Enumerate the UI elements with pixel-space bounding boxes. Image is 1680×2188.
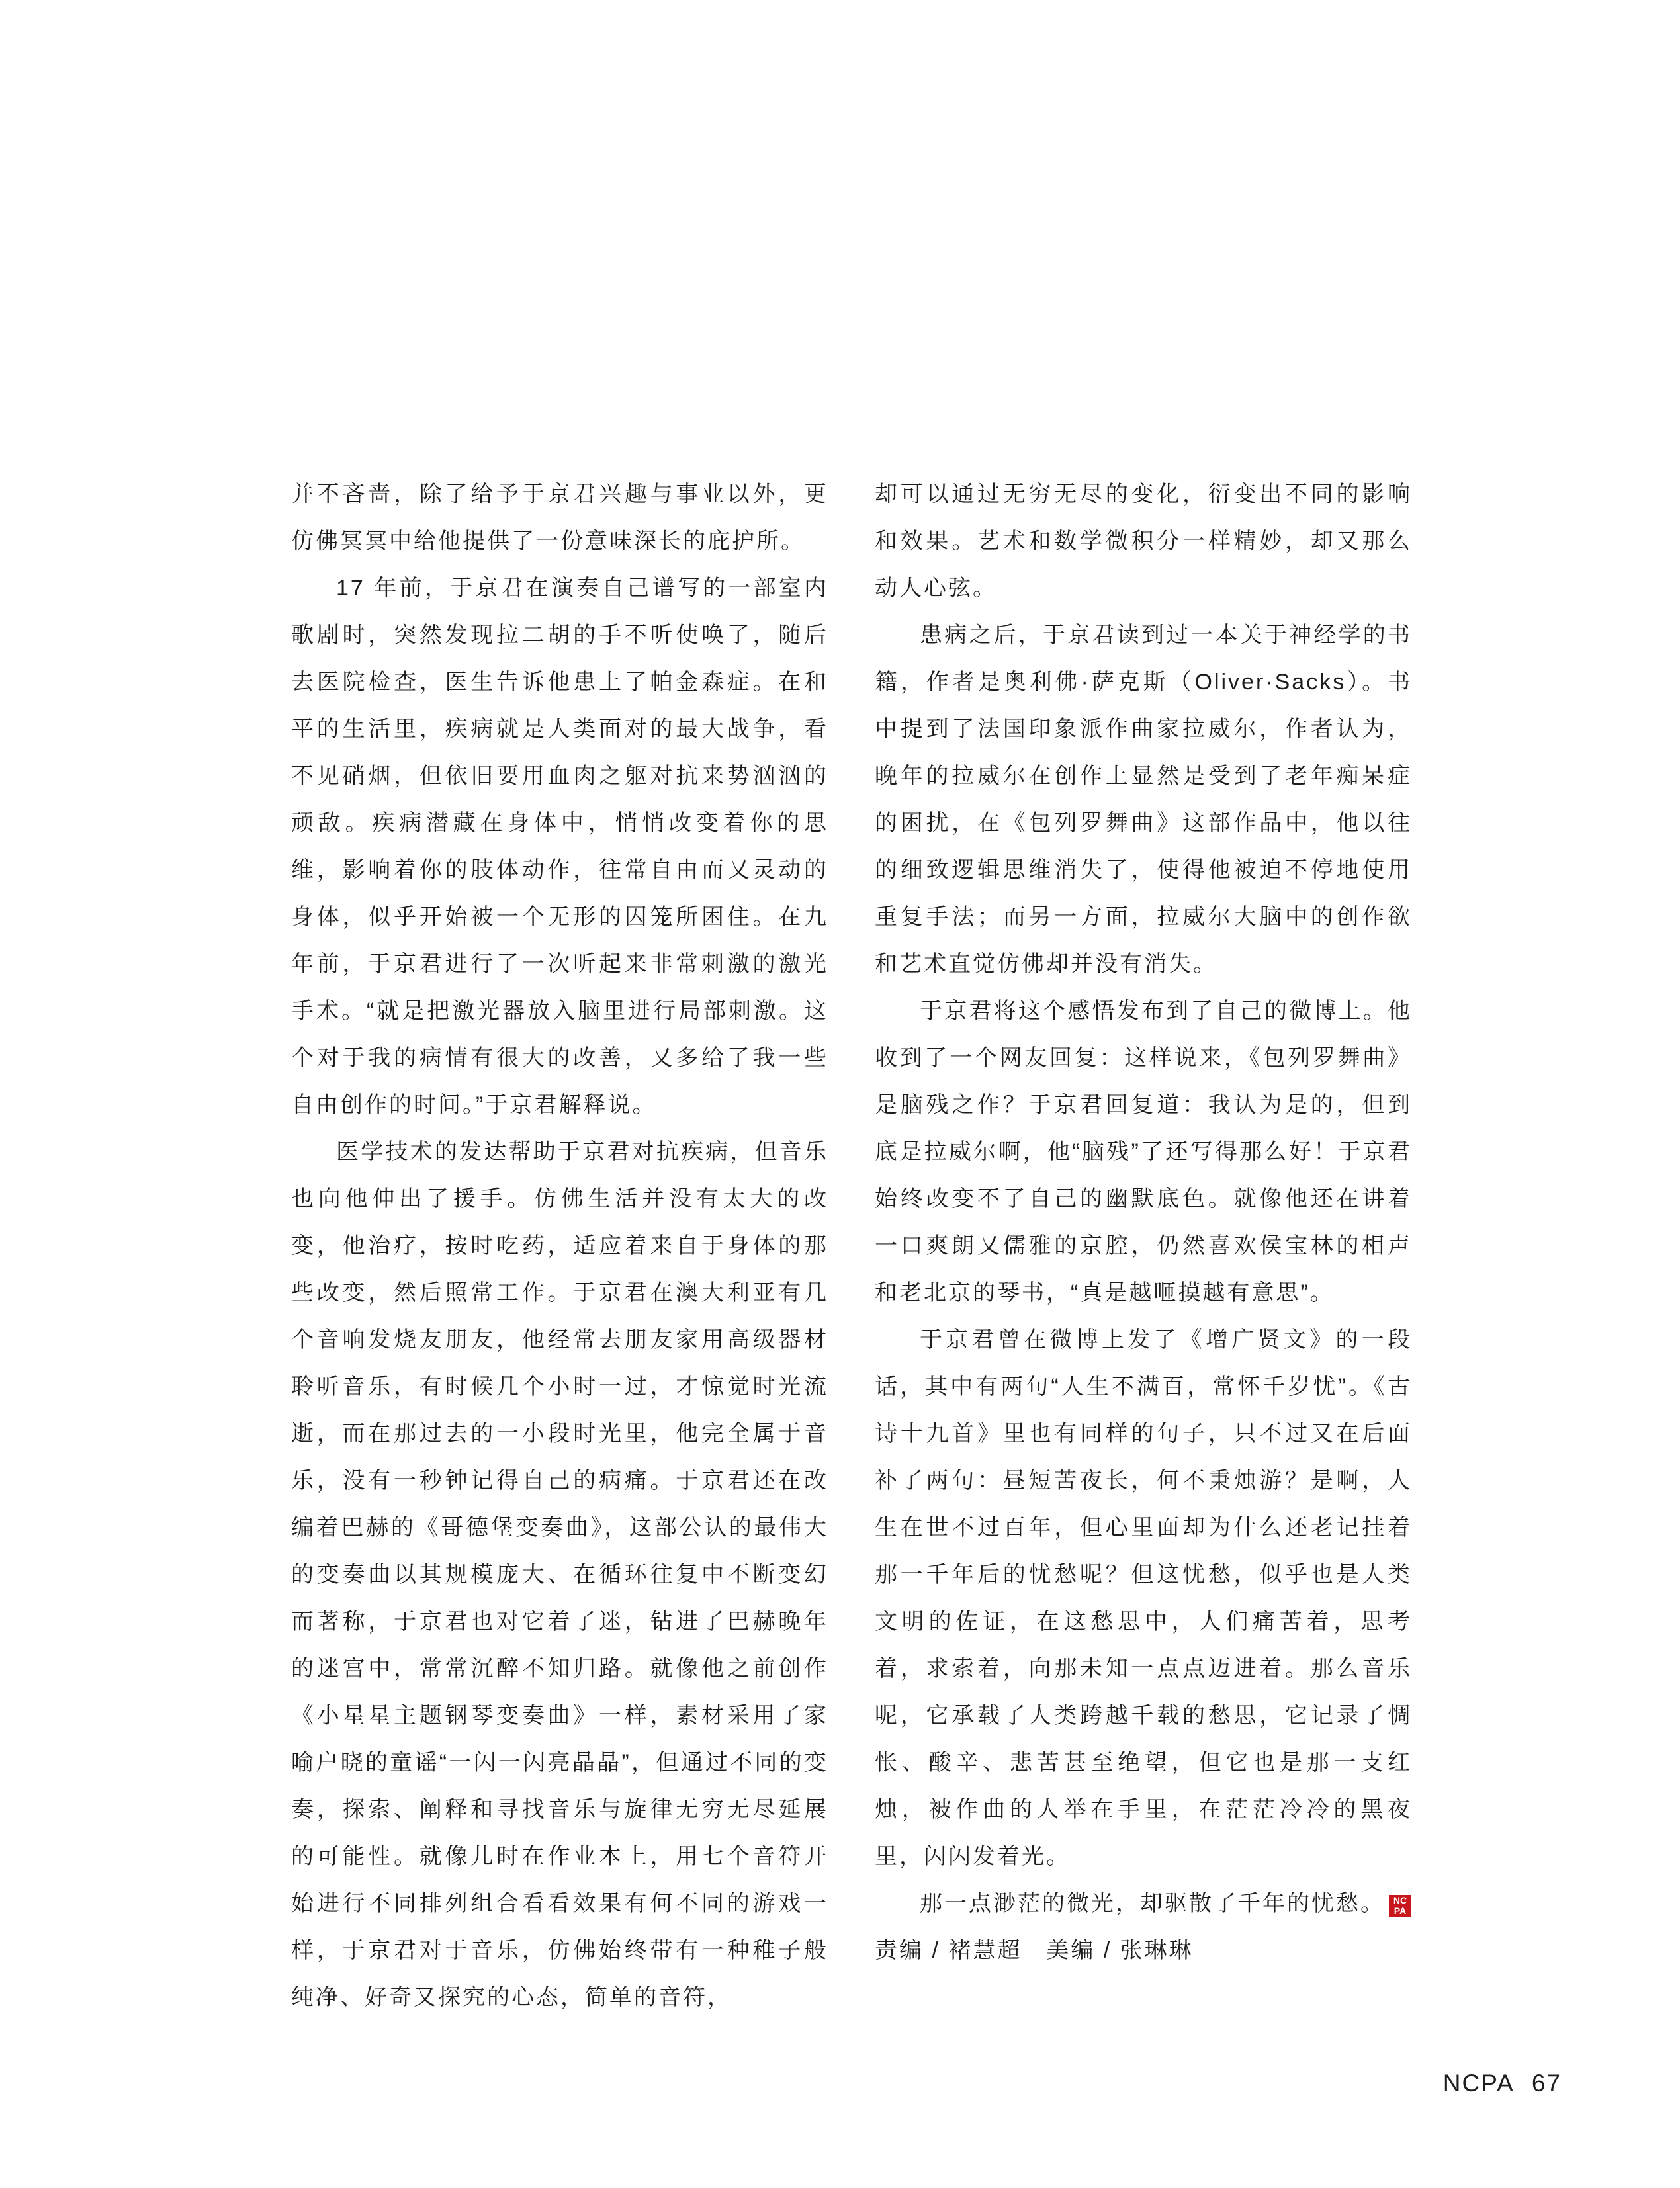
page-footer [1443, 2070, 1562, 2097]
paragraph: 医学技术的发达帮助于京君对抗疾病，但音乐也向他伸出了援手。仿佛生活并没有太大的改变，他治疗，按时吃药，适应着来自于身体的那些改变，然后照常工作。于京君在澳大利亚有几个音响发烧友朋友，他经常去朋友家用高级器材聆听音乐，有时候几个小时一过，才惊觉时光流逝，而在那过去的一小段时光里，他完全属于音乐，没有一秒钟记得自己的病痛。于京君还在改编着巴赫的《哥德堡变奏曲》，这部公认的最伟大的变奏曲以其规模庞大、在循环往复中不断变幻而著称，于京君也对它着了迷，钻进了巴赫晚年的迷宫中，常常沉醉不知归路。就像他之前创作《小星星主题钢琴变奏曲》一样，素材采用了家喻户晓的童谣“一闪一闪亮晶晶”，但通过不同的变奏，探索、阐释和寻找音乐与旋律无穷无尽延展的可能性。就像儿时在作业本上，用七个音符开始进行不同排列组合看看效果有何不同的游戏一样，于京君对于音乐，仿佛始终带有一种稚子般纯净、好奇又探究的心态，简单的音符， [291, 1139, 828, 2010]
article-body [291, 471, 1412, 2021]
article-column-left [291, 471, 828, 2021]
ncpa-end-stamp-icon [1389, 1895, 1411, 1917]
paragraph: 于京君将这个感悟发布到了自己的微博上。他收到了一个网友回复：这样说来，《包列罗舞曲》是脑残之作？于京君回复道：我认为是的，但到底是拉威尔啊，他“脑残”了还写得那么好！于京君始终改变不了自己的幽默底色。就像他还在讲着一口爽朗又儒雅的京腔，仍然喜欢侯宝林的相声和老北京的琴书，“真是越咂摸越有意思”。 [875, 998, 1412, 1305]
closing-sentence: 那一点渺茫的微光，却驱散了千年的忧愁。 [920, 1891, 1385, 1916]
paragraph-closing [875, 1880, 1412, 1927]
stamp-line2: PA [1393, 1905, 1407, 1916]
article-column-right [875, 471, 1412, 2021]
paragraph: 患病之后，于京君读到过一本关于神经学的书籍，作者是奥利佛·萨克斯（Oliver·Sacks）。书中提到了法国印象派作曲家拉威尔，作者认为，晚年的拉威尔在创作上显然是受到了老年痴呆症的困扰，在《包列罗舞曲》这部作品中，他以往的细致逻辑思维消失了，使得他被迫不停地使用重复手法；而另一方面，拉威尔大脑中的创作欲和艺术直觉仿佛却并没有消失。 [875, 623, 1412, 977]
paragraph-continuation: 却可以通过无穷无尽的变化，衍变出不同的影响和效果。艺术和数学微积分一样精妙，却又那么动人心弦。 [875, 482, 1412, 601]
footer-page-number: 67 [1531, 2070, 1562, 2097]
stamp-line1: NC [1393, 1895, 1407, 1905]
paragraph-continuation: 并不吝啬，除了给予于京君兴趣与事业以外，更仿佛冥冥中给他提供了一份意味深长的庇护所。 [291, 482, 828, 554]
paragraph: 17 年前，于京君在演奏自己谱写的一部室内歌剧时，突然发现拉二胡的手不听使唤了，随后去医院检查，医生告诉他患上了帕金森症。在和平的生活里，疾病就是人类面对的最大战争，看不见硝烟，但依旧要用血肉之躯对抗来势汹汹的顽敌。疾病潜藏在身体中，悄悄改变着你的思维，影响着你的肢体动作，往常自由而又灵动的身体，似乎开始被一个无形的囚笼所困住。在九年前，于京君进行了一次听起来非常刺激的激光手术。“就是把激光器放入脑里进行局部刺激。这个对于我的病情有很大的改善，又多给了我一些自由创作的时间。”于京君解释说。 [291, 576, 828, 1117]
editor-credits: 责编 / 褚慧超 美编 / 张琳琳 [875, 1938, 1194, 1963]
paragraph: 于京君曾在微博上发了《增广贤文》的一段话，其中有两句“人生不满百，常怀千岁忧”。《古诗十九首》里也有同样的句子，只不过又在后面补了两句：昼短苦夜长，何不秉烛游？是啊，人生在世不过百年，但心里面却为什么还老记挂着那一千年后的忧愁呢？但这忧愁，似乎也是人类文明的佐证，在这愁思中，人们痛苦着，思考着，求索着，向那未知一点点迈进着。那么音乐呢，它承载了人类跨越千载的愁思，它记录了惆怅、酸辛、悲苦甚至绝望，但它也是那一支红烛，被作曲的人举在手里，在茫茫冷冷的黑夜里，闪闪发着光。 [875, 1327, 1412, 1869]
footer-brand: NCPA [1442, 2070, 1515, 2097]
